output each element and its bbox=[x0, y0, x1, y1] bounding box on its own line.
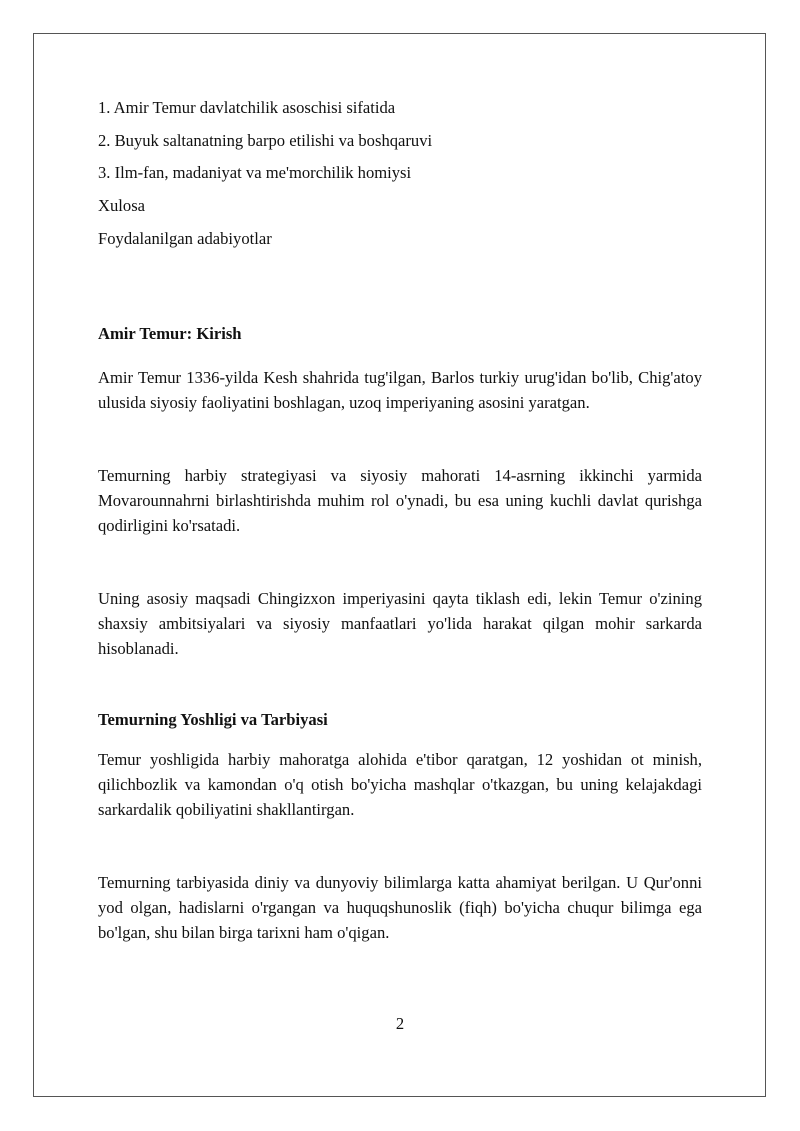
toc-item: 1. Amir Temur davlatchilik asoschisi sifatida bbox=[98, 98, 396, 117]
paragraph: Temur yoshligida harbiy mahoratga alohida e'tibor qaratgan, 12 yoshidan ot minish, qilichbozlik va kamondan o'q otish bo'yicha mashqlar o'tkazgan, bu uning kelajakdagi sarkardalik qobiliyatini shakllantirgan. bbox=[98, 750, 702, 820]
toc-item: Xulosa bbox=[98, 196, 146, 216]
paragraph: Amir Temur 1336-yilda Kesh shahrida tug'ilgan, Barlos turkiy urug'idan bo'lib, Chig'atoy ulusida siyosiy faoliyatini boshlagan, uzoq imperiyaning asosini yaratgan. bbox=[98, 368, 702, 413]
section-heading: Temurning Yoshligi va Tarbiyasi bbox=[98, 710, 328, 730]
paragraph: Uning asosiy maqsadi Chingizxon imperiyasini qayta tiklash edi, lekin Temur o'zining shaxsiy ambitsiyalari va siyosiy manfaatlari yo'lida harakat qilgan mohir sarkarda hisoblanadi. bbox=[98, 589, 702, 659]
section-heading: Amir Temur: Kirish bbox=[98, 324, 242, 344]
paragraph: Temurning harbiy strategiyasi va siyosiy mahorati 14-asrning ikkinchi yarmida Movarounnahrni birlashtirishda muhim rol o'ynadi, bu esa uning kuchli davlat qurishga qodirligini ko'rsatadi. bbox=[98, 466, 702, 536]
page-number: 2 bbox=[395, 1014, 405, 1033]
table-of-contents bbox=[98, 96, 702, 259]
page-content bbox=[98, 96, 702, 945]
toc-item: 3. Ilm-fan, madaniyat va me'morchilik homiysi bbox=[98, 163, 412, 183]
toc-item: Foydalanilgan adabiyotlar bbox=[98, 228, 272, 248]
paragraph: Temurning tarbiyasida diniy va dunyoviy bilimlarga katta ahamiyat berilgan. U Qur'onni yod olgan, hadislarni o'rgangan va huquqshunoslik (fiqh) bo'yicha chuqur bilimga ega bo'lgan, shu bilan birga tarixni ham o'qigan. bbox=[98, 873, 702, 943]
toc-item: 2. Buyuk saltanatning barpo etilishi va boshqaruvi bbox=[98, 130, 433, 150]
